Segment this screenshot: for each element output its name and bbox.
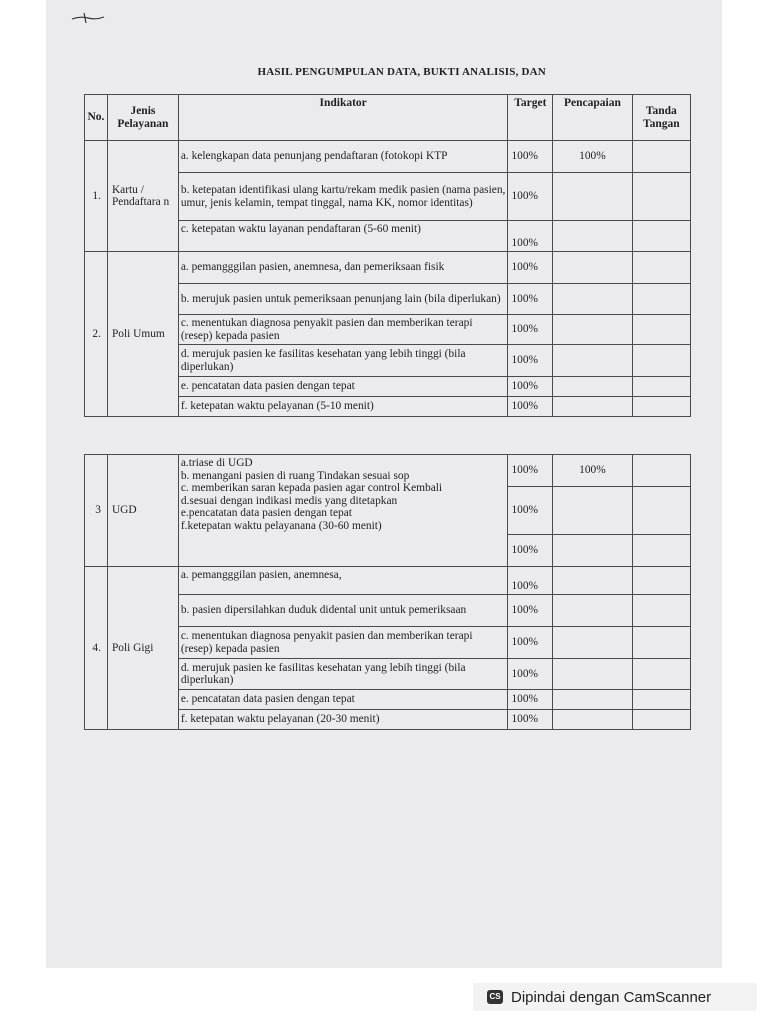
achievement-cell — [553, 315, 632, 345]
indicator-cell: c. menentukan diagnosa penyakit pasien dan memberikan terapi (resep) kepada pasien — [178, 627, 508, 659]
list-item: e.pencatatan data pasien dengan tepat — [180, 507, 352, 519]
indicator-cell: a. pemangggilan pasien, anemnesa, — [178, 567, 508, 595]
signature-cell — [632, 315, 690, 345]
achievement-cell — [553, 284, 632, 315]
achievement-cell — [553, 567, 632, 595]
signature-cell — [632, 627, 690, 659]
target-cell: 100% — [508, 455, 553, 487]
signature-cell — [632, 397, 690, 417]
indicator-cell: b. pasien dipersilahkan duduk didental unit untuk pemeriksaan — [178, 595, 508, 627]
target-cell: 100% — [508, 595, 553, 627]
indicator-cell: e. pencatatan data pasien dengan tepat — [178, 377, 508, 397]
achievement-cell: 100% — [553, 455, 632, 487]
indicator-cell: d. merujuk pasien ke fasilitas kesehatan yang lebih tinggi (bila diperlukan) — [178, 345, 508, 377]
indicator-cell: e. pencatatan data pasien dengan tepat — [178, 690, 508, 710]
row-number: 4. — [85, 567, 108, 730]
target-cell: 100% — [508, 284, 553, 315]
target-cell: 100% — [508, 627, 553, 659]
signature-cell — [632, 141, 690, 173]
indicator-cell: a. kelengkapan data penunjang pendaftaran (fotokopi KTP — [178, 141, 508, 173]
service-type: UGD — [107, 455, 178, 567]
signature-cell — [632, 221, 690, 252]
service-type: Kartu / Pendaftara n — [107, 141, 178, 252]
achievement-cell — [553, 252, 632, 284]
watermark-text: Dipindai dengan CamScanner — [511, 988, 712, 1006]
list-item: c. memberikan saran kepada pasien agar control Kembali — [180, 482, 443, 494]
document-title: HASIL PENGUMPULAN DATA, BUKTI ANALISIS, DAN — [257, 66, 546, 78]
indicator-cell: f. ketepatan waktu pelayanan (20-30 menit) — [178, 710, 508, 730]
service-type: Poli Gigi — [107, 567, 178, 730]
target-cell: 100% — [508, 690, 553, 710]
signature-cell — [632, 284, 690, 315]
header-target: Target — [508, 95, 553, 141]
table-row — [85, 455, 691, 487]
signature-cell — [632, 659, 690, 690]
achievement-cell: 100% — [553, 141, 632, 173]
target-cell: 100% — [508, 252, 553, 284]
indicator-cell — [178, 455, 508, 567]
target-cell: 100% — [508, 567, 553, 595]
target-cell: 100% — [508, 535, 553, 567]
achievement-cell — [553, 377, 632, 397]
service-type: Poli Umum — [107, 252, 178, 417]
indicator-cell: c. ketepatan waktu layanan pendaftaran (5-60 menit) — [178, 221, 508, 252]
achievement-cell — [553, 535, 632, 567]
indicator-cell: d. merujuk pasien ke fasilitas kesehatan yang lebih tinggi (bila diperlukan) — [178, 659, 508, 690]
signature-cell — [632, 567, 690, 595]
indicator-cell: b. ketepatan identifikasi ulang kartu/rekam medik pasien (nama pasien, umur, jenis kelamin, tempat tinggal, nama KK, nomor identitas) — [178, 173, 508, 221]
target-cell: 100% — [508, 141, 553, 173]
signature-cell — [632, 535, 690, 567]
achievement-cell — [553, 221, 632, 252]
signature-cell — [632, 345, 690, 377]
target-cell: 100% — [508, 487, 553, 535]
row-number: 2. — [85, 252, 108, 417]
row-number: 1. — [85, 141, 108, 252]
achievement-cell — [553, 173, 632, 221]
achievement-cell — [553, 345, 632, 377]
camscanner-watermark — [473, 983, 757, 1011]
signature-cell — [632, 710, 690, 730]
achievement-cell — [553, 487, 632, 535]
target-cell: 100% — [508, 173, 553, 221]
indicator-cell: b. merujuk pasien untuk pemeriksaan penunjang lain (bila diperlukan) — [178, 284, 508, 315]
target-cell: 100% — [508, 397, 553, 417]
target-cell: 100% — [508, 377, 553, 397]
signature-cell — [632, 595, 690, 627]
achievement-cell — [553, 710, 632, 730]
signature-cell — [632, 173, 690, 221]
list-item: b. menangani pasien di ruang Tindakan sesuai sop — [180, 469, 410, 482]
signature-cell — [632, 455, 690, 487]
signature-cell — [632, 487, 690, 535]
achievement-cell — [553, 659, 632, 690]
table-row — [85, 141, 691, 173]
header-tanda-tangan: Tanda Tangan — [632, 95, 690, 141]
list-item: f.ketepatan waktu pelayanana (30-60 menit) — [180, 519, 382, 532]
header-jenis-pelayanan: Jenis Pelayanan — [107, 95, 178, 141]
header-pencapaian: Pencapaian — [553, 95, 632, 141]
achievement-cell — [553, 595, 632, 627]
header-no: No. — [85, 95, 108, 141]
indicator-cell: f. ketepatan waktu pelayanan (5-10 menit) — [178, 397, 508, 417]
list-item: d.sesuai dengan indikasi medis yang ditetapkan — [180, 494, 398, 507]
indicator-table-2 — [84, 454, 691, 730]
signature-cell — [632, 690, 690, 710]
achievement-cell — [553, 690, 632, 710]
achievement-cell — [553, 627, 632, 659]
indicator-cell: c. menentukan diagnosa penyakit pasien dan memberikan terapi (resep) kepada pasien — [178, 315, 508, 345]
table-row — [85, 252, 691, 284]
target-cell: 100% — [508, 659, 553, 690]
table-row — [85, 567, 691, 595]
header-indikator: Indikator — [178, 95, 508, 141]
indicator-cell: a. pemangggilan pasien, anemnesa, dan pemeriksaan fisik — [178, 252, 508, 284]
list-item: a.triase di UGD — [180, 457, 253, 469]
target-cell: 100% — [508, 315, 553, 345]
signature-cell — [632, 377, 690, 397]
table-header-row — [85, 95, 691, 141]
target-cell: 100% — [508, 345, 553, 377]
target-cell: 100% — [508, 221, 553, 252]
row-number: 3 — [85, 455, 108, 567]
indicator-table-1 — [84, 94, 691, 417]
target-cell: 100% — [508, 710, 553, 730]
signature-cell — [632, 252, 690, 284]
pen-scribble-mark — [70, 10, 106, 26]
camscanner-icon: CS — [487, 990, 503, 1004]
achievement-cell — [553, 397, 632, 417]
